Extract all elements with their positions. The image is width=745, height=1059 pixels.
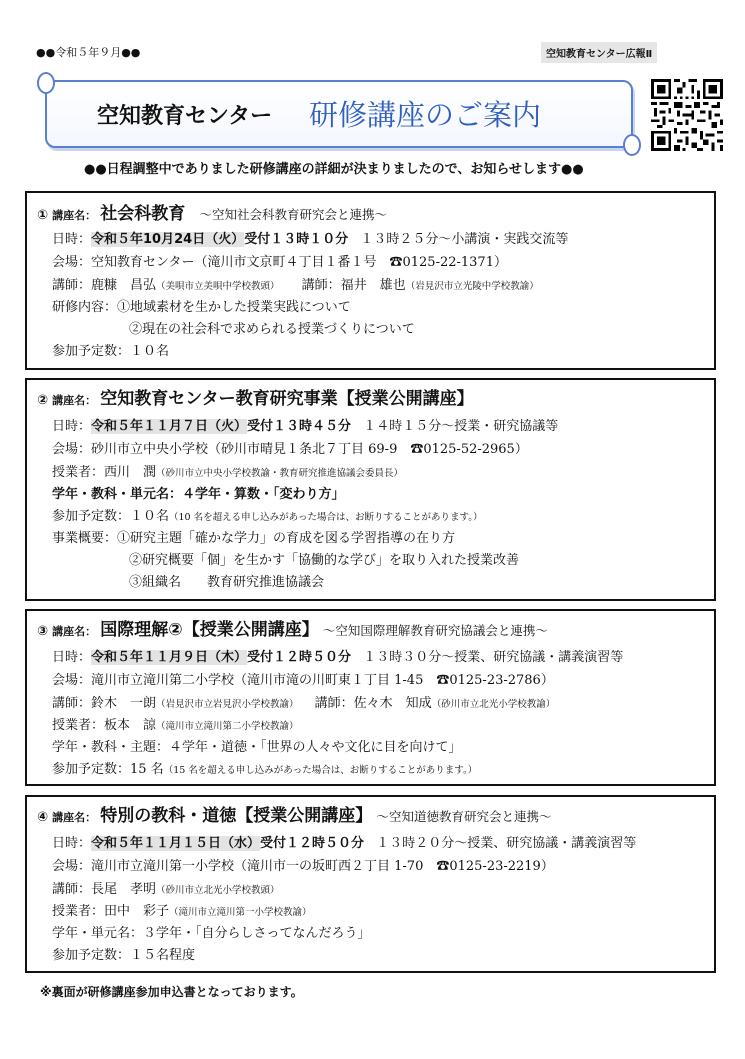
course-title-row [37,619,548,643]
datetime-row [52,418,558,436]
summary-row [52,530,455,548]
lecturer-name: 講師：福井 雄也 [301,278,406,293]
course-title-row [37,203,387,227]
course-number: ③ [37,624,49,639]
datetime-row [52,231,568,249]
title-banner [45,80,633,148]
attendance-count: 参加予定数：１０名 [52,509,170,524]
content-row [52,299,351,317]
venue-row: 会場：空知教育センター（滝川市文京町４丁目１番１号 ☎0125-22-1371） [52,255,507,270]
course-subtitle: ～空知道徳教育研究会と連携～ [376,809,552,824]
course-number: ④ [37,810,49,825]
scroll-curl-icon [37,72,55,94]
teacher-affiliation: （滝川市立滝川第二小学校教諭） [156,721,299,732]
course-title-row [37,388,474,412]
course-title-row [37,805,551,829]
course-subtitle: ～空知社会科教育研究会と連携～ [199,207,387,222]
attendance-row: 参加予定数：１０名 [52,344,170,359]
teacher-row [52,903,312,922]
schedule-detail: １３時２０分～授業、研究協議・講義演習等 [376,836,637,851]
footer-note: ※裏面が研修講座参加申込書となっております。 [40,985,303,999]
attendance-row [52,508,483,527]
schedule-detail: １３時２５分～小講演・実践交流等 [360,232,569,247]
attendance-row: 参加予定数：１５名程度 [52,948,196,963]
course-label: 講座名： [52,811,97,824]
issue-date: ●●令和５年９月●● [36,46,141,59]
datetime-label: 日時： [52,419,92,434]
schedule-detail: １３時３０分～授業、研究協議・講義演習等 [363,650,624,665]
lecturer-row [52,695,555,714]
course-label: 講座名： [52,625,97,638]
course-name: 国際理解②【授業公開講座】 [100,620,319,640]
course-date: 令和５年10月24日（火） [91,232,245,247]
course-label: 講座名： [52,209,97,222]
course-card-3 [25,609,716,786]
course-name: 特別の教科・道徳【授業公開講座】 [100,806,373,826]
bulletin-tag: 空知教育センター広報Ⅱ [541,42,657,63]
venue-row: 会場：砂川市立中央小学校（砂川市晴見１条北７丁目 69-9 ☎0125-52-2965） [52,442,528,457]
lecturer-affiliation: （岩見沢市立岩見沢小学校教諭） [156,699,299,710]
scroll-curl-icon [623,134,641,156]
center-name: 空知教育センター [97,104,273,129]
content-label: 研修内容： [52,300,118,315]
subject-row: 学年・教科・主題：４学年・道徳・「世界の人々や文化に目を向けて」 [52,740,462,755]
venue-row: 会場：滝川市立滝川第一小学校（滝川市一の坂町西２丁目 1-70 ☎0125-23-2219） [52,859,554,874]
course-card-1 [25,191,716,370]
datetime-label: 日時： [52,232,92,247]
notice-line: ●●日程調整中でありました研修講座の詳細が決まりましたので、お知らせします●● [84,162,584,177]
attendance-note: （10 名を超える申し込みがあった場合は、お断りすることがあります。） [169,512,483,523]
reception-time: 受付１３時１０分 [244,232,349,247]
lecturer-row [52,277,539,296]
reception-time: 受付１２時５０分 [260,836,365,851]
teacher-name: 授業者：田中 彩子 [52,904,170,919]
venue-row: 会場：滝川市立滝川第二小学校（滝川市滝の川町東１丁目 1-45 ☎0125-23-2786） [52,673,554,688]
page-title: 研修講座のご案内 [309,98,542,132]
course-subtitle: ～空知国際理解教育研究協議会と連携～ [322,623,548,638]
teacher-name: 授業者：板本 諒 [52,718,157,733]
content-item: ①地域素材を生かした授業実践について [117,300,351,315]
summary-item: ③組織名 教育研究推進協議会 [129,575,325,590]
teacher-affiliation: （砂川市立中央小学校教諭・教育研究推進協議会委員長） [156,468,404,479]
teacher-affiliation: （滝川市立滝川第一小学校教諭） [169,907,312,918]
subject-row: 学年・単元名：３学年・「自分らしさってなんだろう」 [52,926,371,941]
datetime-label: 日時： [52,650,92,665]
lecturer-affiliation: （砂川市立北光小学校教諭） [431,699,556,710]
subject-row: 学年・教科・単元名：４学年・算数・「変わり方」 [52,487,345,502]
course-date: 令和５年１１月１５日（水） [91,836,261,851]
course-label: 講座名： [52,394,97,407]
course-date: 令和５年１１月７日（火） [91,419,248,434]
datetime-row [52,835,636,853]
lecturer-name: 講師：鈴木 一朗 [52,696,157,711]
lecturer-row [52,881,280,900]
lecturer-name: 講師：佐々木 知成 [314,696,432,711]
teacher-row [52,464,403,483]
lecturer-affiliation: （美唄市立美唄中学校教頭） [156,281,280,292]
lecturer-affiliation: （岩見沢市立光陵中学校教諭） [405,281,539,292]
content-item: ②現在の社会科で求められる授業づくりについて [129,322,415,337]
datetime-label: 日時： [52,836,92,851]
qr-code-icon[interactable] [651,79,723,151]
teacher-name: 授業者：西川 潤 [52,465,157,480]
course-name: 社会科教育 [100,204,186,224]
summary-item: ①研究主題「確かな学力」の育成を図る学習指導の在り方 [117,531,456,546]
lecturer-affiliation: （砂川市立北光小学校教頭） [156,885,280,896]
lecturer-name: 講師：鹿糠 昌弘 [52,278,157,293]
attendance-count: 参加予定数：15 名 [52,762,164,777]
course-card-4 [25,795,716,973]
summary-item: ②研究概要「個」を生かす「協働的な学び」を取り入れた授業改善 [129,553,520,568]
reception-time: 受付１２時５０分 [247,650,352,665]
attendance-note: （15 名を超える申し込みがあった場合は、お断りすることがあります。） [163,765,478,776]
course-number: ① [37,208,49,223]
course-card-2 [25,378,716,601]
reception-time: 受付１３時４５分 [247,419,352,434]
course-number: ② [37,393,49,408]
schedule-detail: １４時１５分～授業・研究協議等 [363,419,559,434]
teacher-row [52,717,299,736]
attendance-row [52,761,477,780]
lecturer-name: 講師：長尾 孝明 [52,882,157,897]
course-date: 令和５年１１月９日（木） [91,650,248,665]
summary-label: 事業概要： [52,531,118,546]
datetime-row [52,649,623,667]
course-name: 空知教育センター教育研究事業【授業公開講座】 [100,389,474,409]
